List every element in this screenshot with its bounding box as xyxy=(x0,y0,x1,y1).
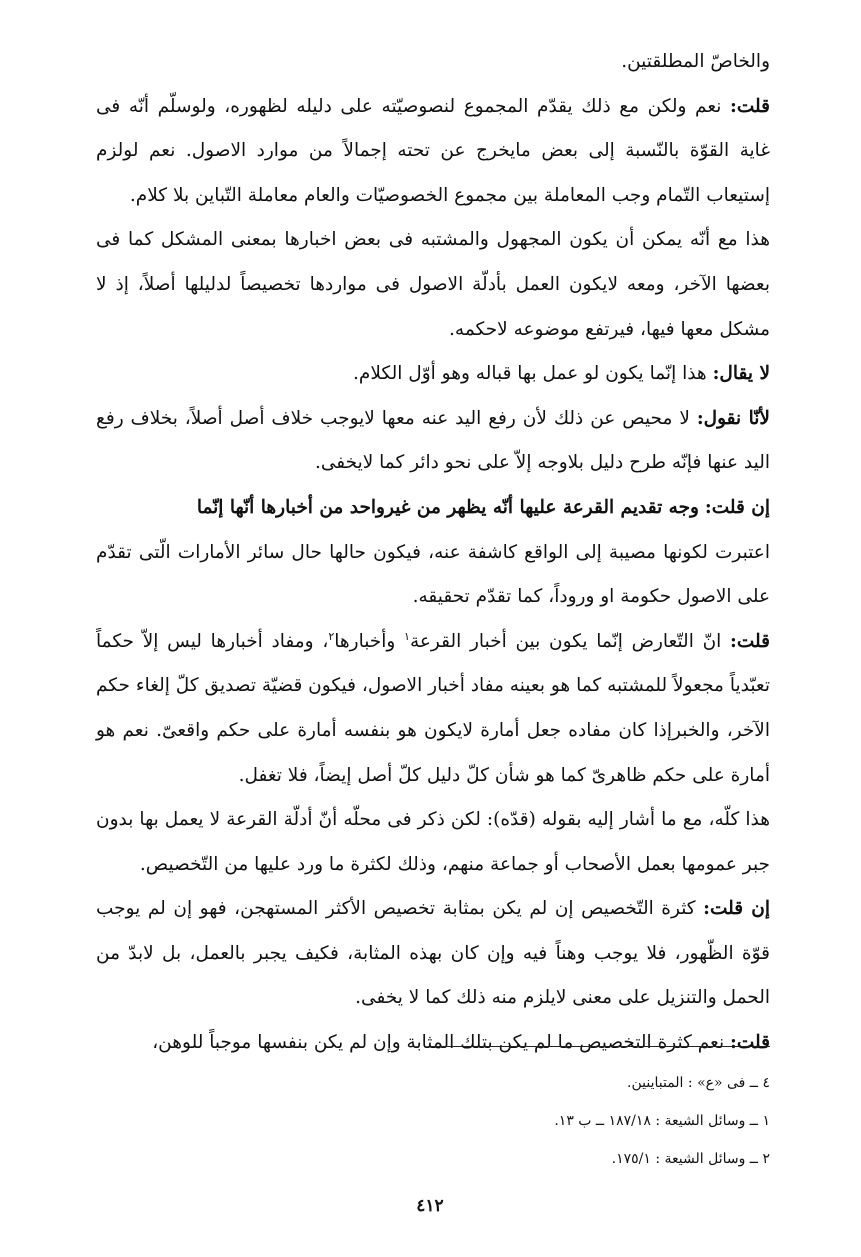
paragraph xyxy=(96,620,770,798)
paragraph xyxy=(96,352,770,397)
paragraph-lead: لأنّا نقول: xyxy=(696,407,770,429)
paragraph-text: اعتبرت لكونها مصيبة إلى الواقع كاشفة عنه، فيكون حالها حال سائر الأمارات الّتى تقدّم على الاصول حكومة او وروداً، كما تقدّم تحقيقه. xyxy=(96,541,770,608)
footnote-ref: ١ xyxy=(404,629,410,643)
paragraph-text: هذا إنّما يكون لو عمل بها قباله وهو أوّل الكلام. xyxy=(353,363,707,385)
footnote-ref: ٢ xyxy=(328,629,335,643)
paragraph-lead: قلت: xyxy=(730,1032,770,1054)
footnote: ٢ ــ وسائل الشيعة : ١٧٥/١. xyxy=(611,1151,770,1167)
paragraph-text: وجه تقديم القرعة عليها أنّه يظهر من غيرواحد من أخبارها أنّها إنّما xyxy=(196,496,699,518)
main-text xyxy=(96,40,770,1066)
page-number: ٤١٢ xyxy=(416,1196,444,1216)
footnote-divider xyxy=(430,1046,770,1047)
paragraph-text: هذا كلّه، مع ما أشار إليه بقوله (قدّه): لكن ذكر فى محلّه أنّ أدلّة القرعة لا يعمل بها بدون جبر عمومها بعمل الأصحاب أو جماعة منهم، وذلك لكثرة ما ورد عليها من التّخصيص. xyxy=(96,809,770,875)
footnote: ١ ــ وسائل الشيعة : ١٨٧/١٨ ــ ب ١٣. xyxy=(554,1113,770,1129)
paragraph-lead: لا يقال: xyxy=(712,363,770,385)
paragraph xyxy=(96,486,770,531)
paragraph xyxy=(96,218,770,352)
paragraph-text: نعم كثرة التخصيص ما لم يكن بتلك المثابة وإن لم يكن بنفسها موجباً للوهن، xyxy=(152,1032,725,1054)
paragraph xyxy=(96,798,770,887)
footnote: ٤ ــ فى «ع» : المتباينين. xyxy=(627,1075,770,1091)
paragraph-lead: إن قلت: xyxy=(703,898,770,920)
paragraph-text: نعم ولكن مع ذلك يقدّم المجموع لنصوصيّته على دليله لظهوره، ولوسلّم أنّه فى غاية القوّة بالنّسبة إلى بعض مايخرج عن تحته إجمالاً من موارد الاصول. نعم لولزم إستيعاب التّمام وجب المعاملة بين مجموع الخصوصيّات والعام معاملة التّباين بلا كلام. xyxy=(96,95,770,206)
paragraph-text: والخاصّ المطلقتين. xyxy=(621,51,770,72)
paragraph xyxy=(96,40,770,85)
paragraph-lead: قلت: xyxy=(730,95,770,117)
paragraph xyxy=(96,1021,770,1066)
paragraph-text: ، ومفاد أخبارها ليس إلاّ حكماً تعبّدياً مجعولاً للمشتبه كما هو بعينه مفاد أخبار الاصول، فيكون قضيّة تصديق كلّ إلغاء حكم الآخر، والخبرإذا كان مفاده جعل أمارة لايكون هو بنفسه أمارة على حكم واقعىّ. نعم هو أمارة على حكم ظاهرىّ كما هو شأن كلّ دليل كلّ أصل إيضاً، فلا تغفل. xyxy=(96,630,770,786)
paragraph-lead: قلت: xyxy=(730,630,770,652)
paragraph-lead: إن قلت: xyxy=(704,496,770,518)
paragraph xyxy=(96,397,770,486)
paragraph xyxy=(96,85,770,219)
paragraph-text: وأخبارها xyxy=(334,630,405,652)
paragraph xyxy=(96,531,770,620)
paragraph-text: انّ التّعارض إنّما يكون بين أخبار القرعة xyxy=(409,630,722,652)
paragraph-text: لا محيص عن ذلك لأن رفع اليد عنه معها لايوجب خلاف أصل أصلاً، بخلاف رفع اليد عنها فإنّه طرح دليل بلاوجه إلاّ على نحو دائر كما لايخفى. xyxy=(96,407,770,474)
paragraph-text: كثرة التّخصيص إن لم يكن بمثابة تخصيص الأكثر المستهجن، فهو إن لم يوجب قوّة الظّهور، فلا يوجب وهناً فيه وإن كان بهذه المثابة، فكيف يجبر بالعمل، بل لابدّ من الحمل والتنزيل على معنى لايلزم منه ذلك كما لا يخفى. xyxy=(96,898,770,1009)
footnotes xyxy=(96,1064,770,1178)
paragraph-text: هذا مع أنّه يمكن أن يكون المجهول والمشتبه فى بعض اخبارها بمعنى المشكل كما فى بعضها الآخر، ومعه لايكون العمل بأدلّة الاصول فى مواردها تخصيصاً لدليلها أصلاً، إذ لا مشكل معها فيها، فيرتفع موضوعه لاحكمه. xyxy=(96,229,770,340)
paragraph xyxy=(96,887,770,1021)
